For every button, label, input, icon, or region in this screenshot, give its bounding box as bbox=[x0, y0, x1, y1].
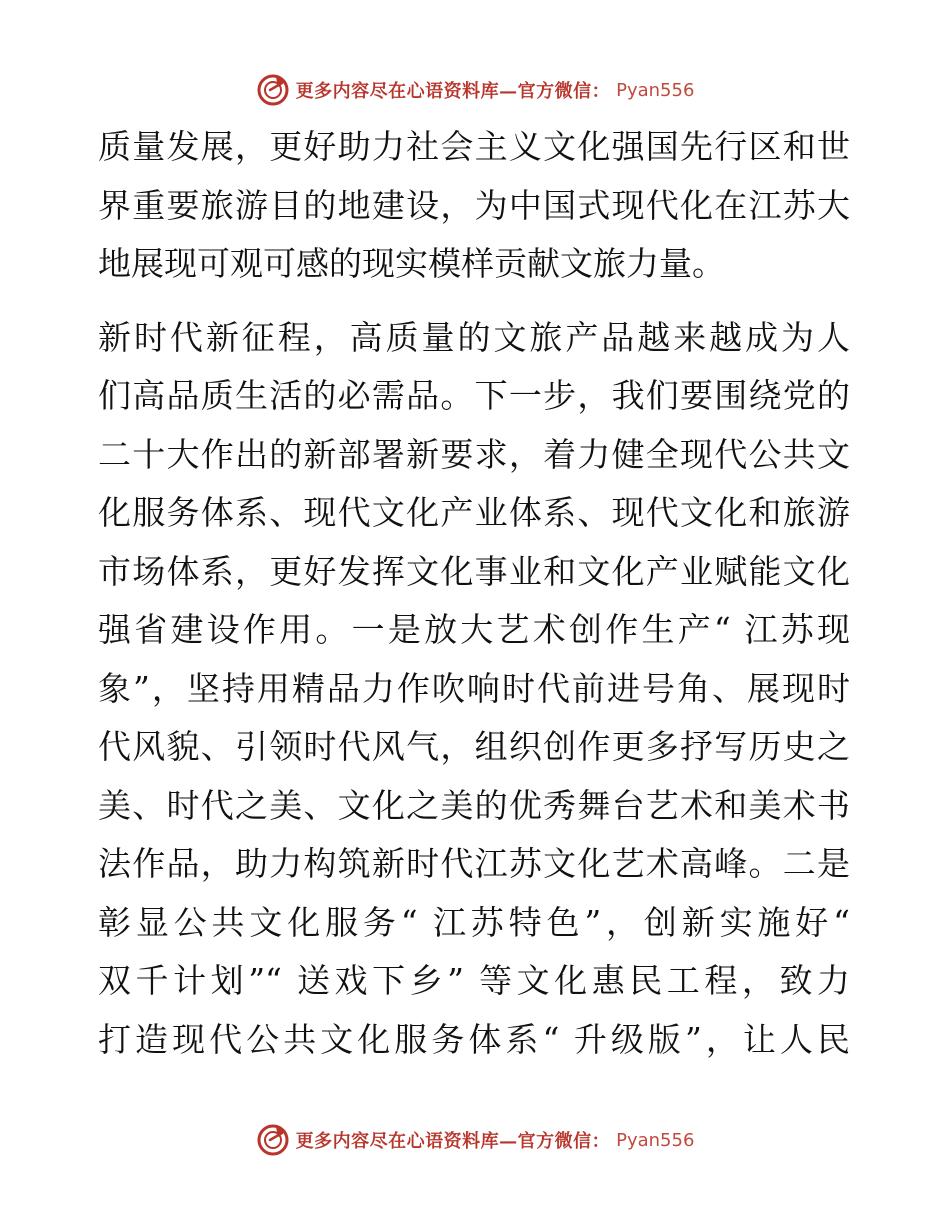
brand-logo-icon bbox=[256, 1123, 290, 1157]
text-line: 法作品，助力构筑新时代江苏文化艺术高峰。二是 bbox=[98, 844, 850, 883]
text-line: 新时代新征程，高质量的文旅产品越来越成为人 bbox=[98, 317, 850, 357]
brand-logo-icon bbox=[256, 73, 290, 107]
document-body bbox=[98, 118, 850, 1069]
text-line: 界重要旅游目的地建设，为中国式现代化在江苏大 bbox=[98, 185, 850, 225]
text-line: 市场体系，更好发挥文化事业和文化产业赋能文化 bbox=[98, 551, 850, 591]
text-line: 彰显公共文化服务“ 江苏特色”，创新实施好“ bbox=[98, 902, 850, 942]
text-line: 美、时代之美、文化之美的优秀舞台艺术和美术书 bbox=[98, 785, 850, 825]
text-line: 打造现代公共文化服务体系“ 升级版”，让人民 bbox=[98, 1019, 850, 1059]
text-line: 化服务体系、现代文化产业体系、现代文化和旅游 bbox=[98, 493, 850, 532]
text-line: 代风貌、引领时代风气，组织创作更多抒写历史之 bbox=[98, 727, 850, 766]
header-banner bbox=[0, 70, 950, 110]
footer-wechat-id: Pyan556 bbox=[616, 1129, 695, 1151]
text-line: 二十大作出的新部署新要求，着力健全现代公共文 bbox=[98, 434, 850, 474]
header-wechat-id: Pyan556 bbox=[616, 79, 695, 101]
text-line: 地展现可观可感的现实模样贡献文旅力量。 bbox=[98, 244, 725, 283]
footer-banner-text: 更多内容尽在心语资料库—官方微信： bbox=[295, 1131, 611, 1152]
text-line: 象”，坚持用精品力作吹响时代前进号角、展现时 bbox=[98, 668, 850, 708]
paragraph-spacer bbox=[98, 294, 850, 309]
header-banner-text: 更多内容尽在心语资料库—官方微信： bbox=[295, 81, 611, 102]
text-line: 质量发展，更好助力社会主义文化强国先行区和世 bbox=[98, 127, 850, 166]
paragraph-1 bbox=[98, 118, 850, 294]
text-line: 们高品质生活的必需品。下一步，我们要围绕党的 bbox=[98, 376, 850, 415]
text-line: 双千计划”“ 送戏下乡” 等文化惠民工程，致力 bbox=[98, 961, 850, 1000]
footer-banner bbox=[0, 1120, 950, 1160]
paragraph-2 bbox=[98, 309, 850, 1070]
text-line: 强省建设作用。一是放大艺术创作生产“ 江苏现 bbox=[98, 610, 850, 649]
